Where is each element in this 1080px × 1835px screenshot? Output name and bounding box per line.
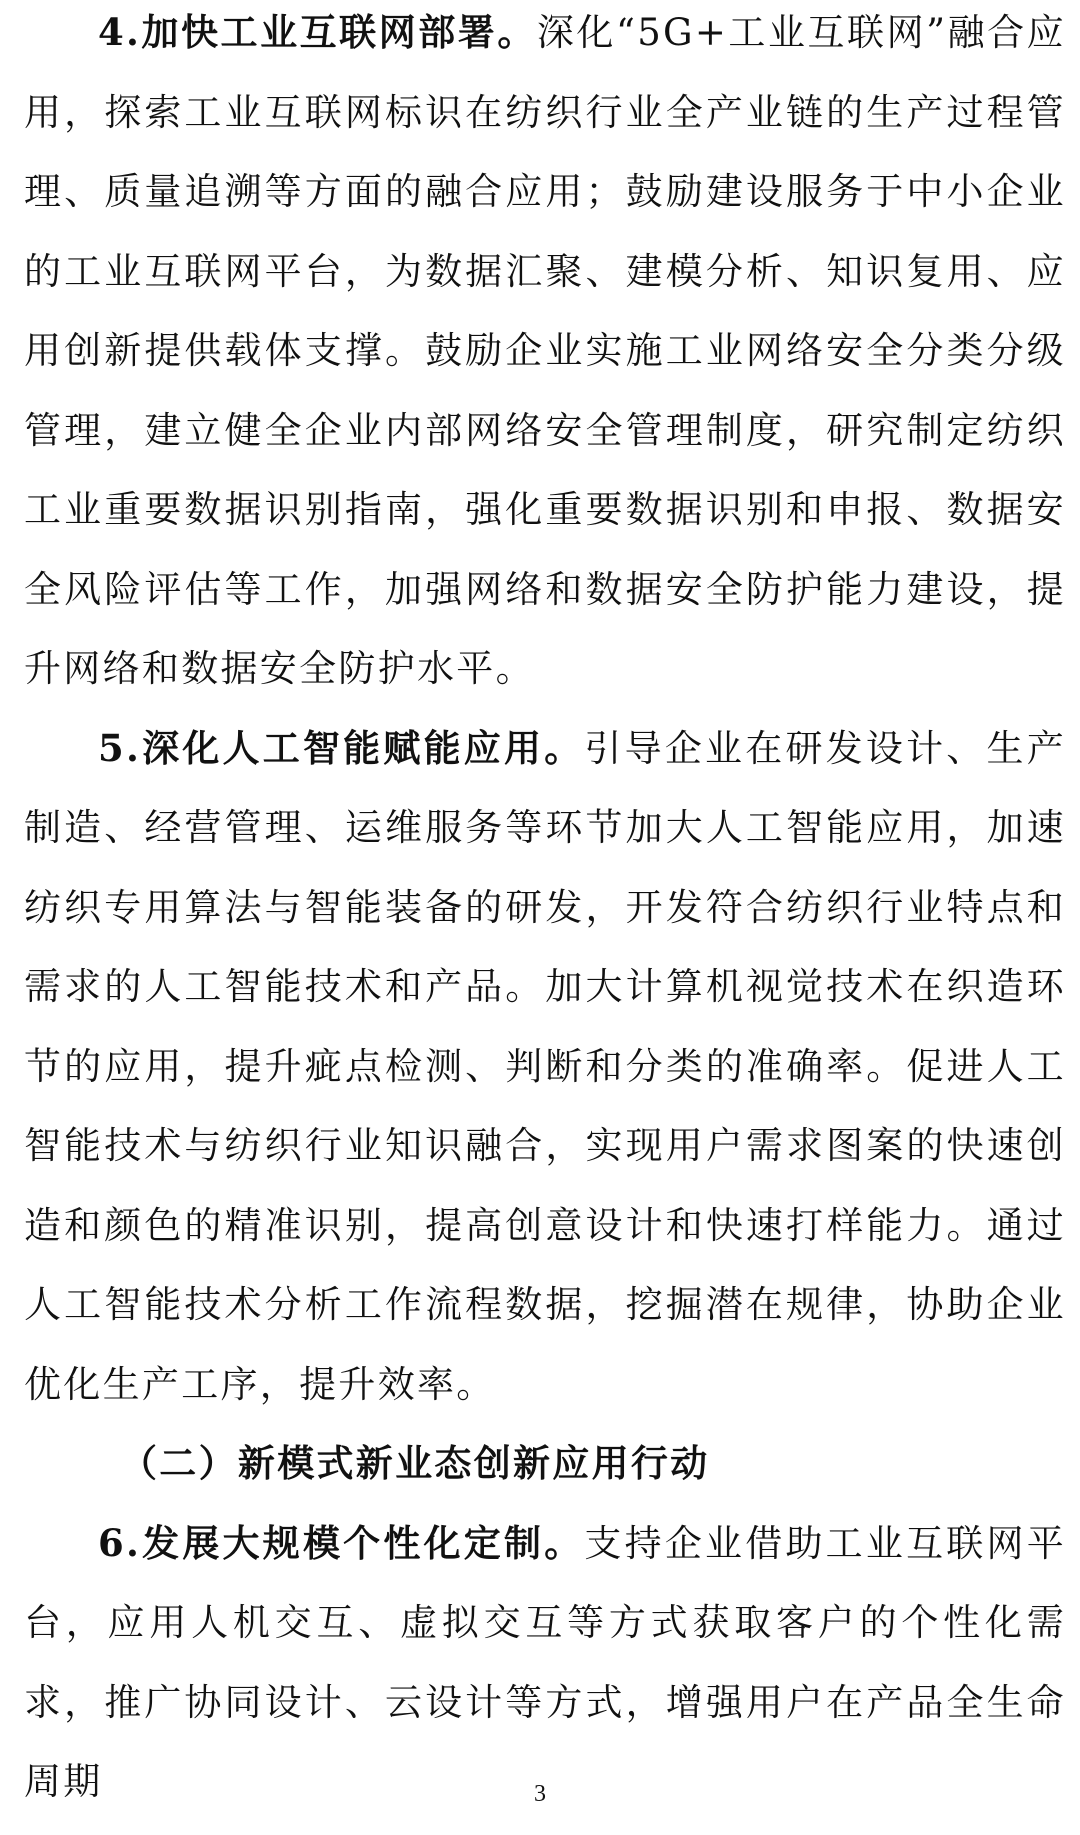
paragraph-4 xyxy=(24,0,1066,709)
paragraph-6-body: 支持企业借助工业互联网平台，应用人机交互、虚拟交互等方式获取客户的个性化需求，推广协同设计、云设计等方式，增强用户在产品全生命周期 xyxy=(24,1521,1066,1803)
paragraph-6 xyxy=(24,1504,1066,1822)
section-title: （二）新模式新业态创新应用行动 xyxy=(120,1441,710,1485)
paragraph-4-heading: 4.加快工业互联网部署。 xyxy=(98,10,537,54)
page-number: 3 xyxy=(534,1781,546,1807)
paragraph-5 xyxy=(24,709,1066,1425)
paragraph-4-body: 深化“5G+工业互联网”融合应用，探索工业互联网标识在纺织行业全产业链的生产过程管理、质量追溯等方面的融合应用；鼓励建设服务于中小企业的工业互联网平台，为数据汇聚、建模分析、知识复用、应用创新提供载体支撑。鼓励企业实施工业网络安全分类分级管理，建立健全企业内部网络安全管理制度，研究制定纺织工业重要数据识别指南，强化重要数据识别和申报、数据安全风险评估等工作，加强网络和数据安全防护能力建设，提升网络和数据安全防护水平。 xyxy=(24,11,1066,690)
paragraph-6-heading: 6.发展大规模个性化定制。 xyxy=(98,1520,585,1565)
paragraph-5-body: 引导企业在研发设计、生产制造、经营管理、运维服务等环节加大人工智能应用，加速纺织专用算法与智能装备的研发，开发符合纺织行业特点和需求的人工智能技术和产品。加大计算机视觉技术在织造环节的应用，提升疵点检测、判断和分类的准确率。促进人工智能技术与纺织行业知识融合，实现用户需求图案的快速创造和颜色的精准识别，提高创意设计和快速打样能力。通过人工智能技术分析工作流程数据，挖掘潜在规律，协助企业优化生产工序，提升效率。 xyxy=(24,726,1066,1406)
paragraph-5-heading: 5.深化人工智能赋能应用。 xyxy=(98,725,585,770)
